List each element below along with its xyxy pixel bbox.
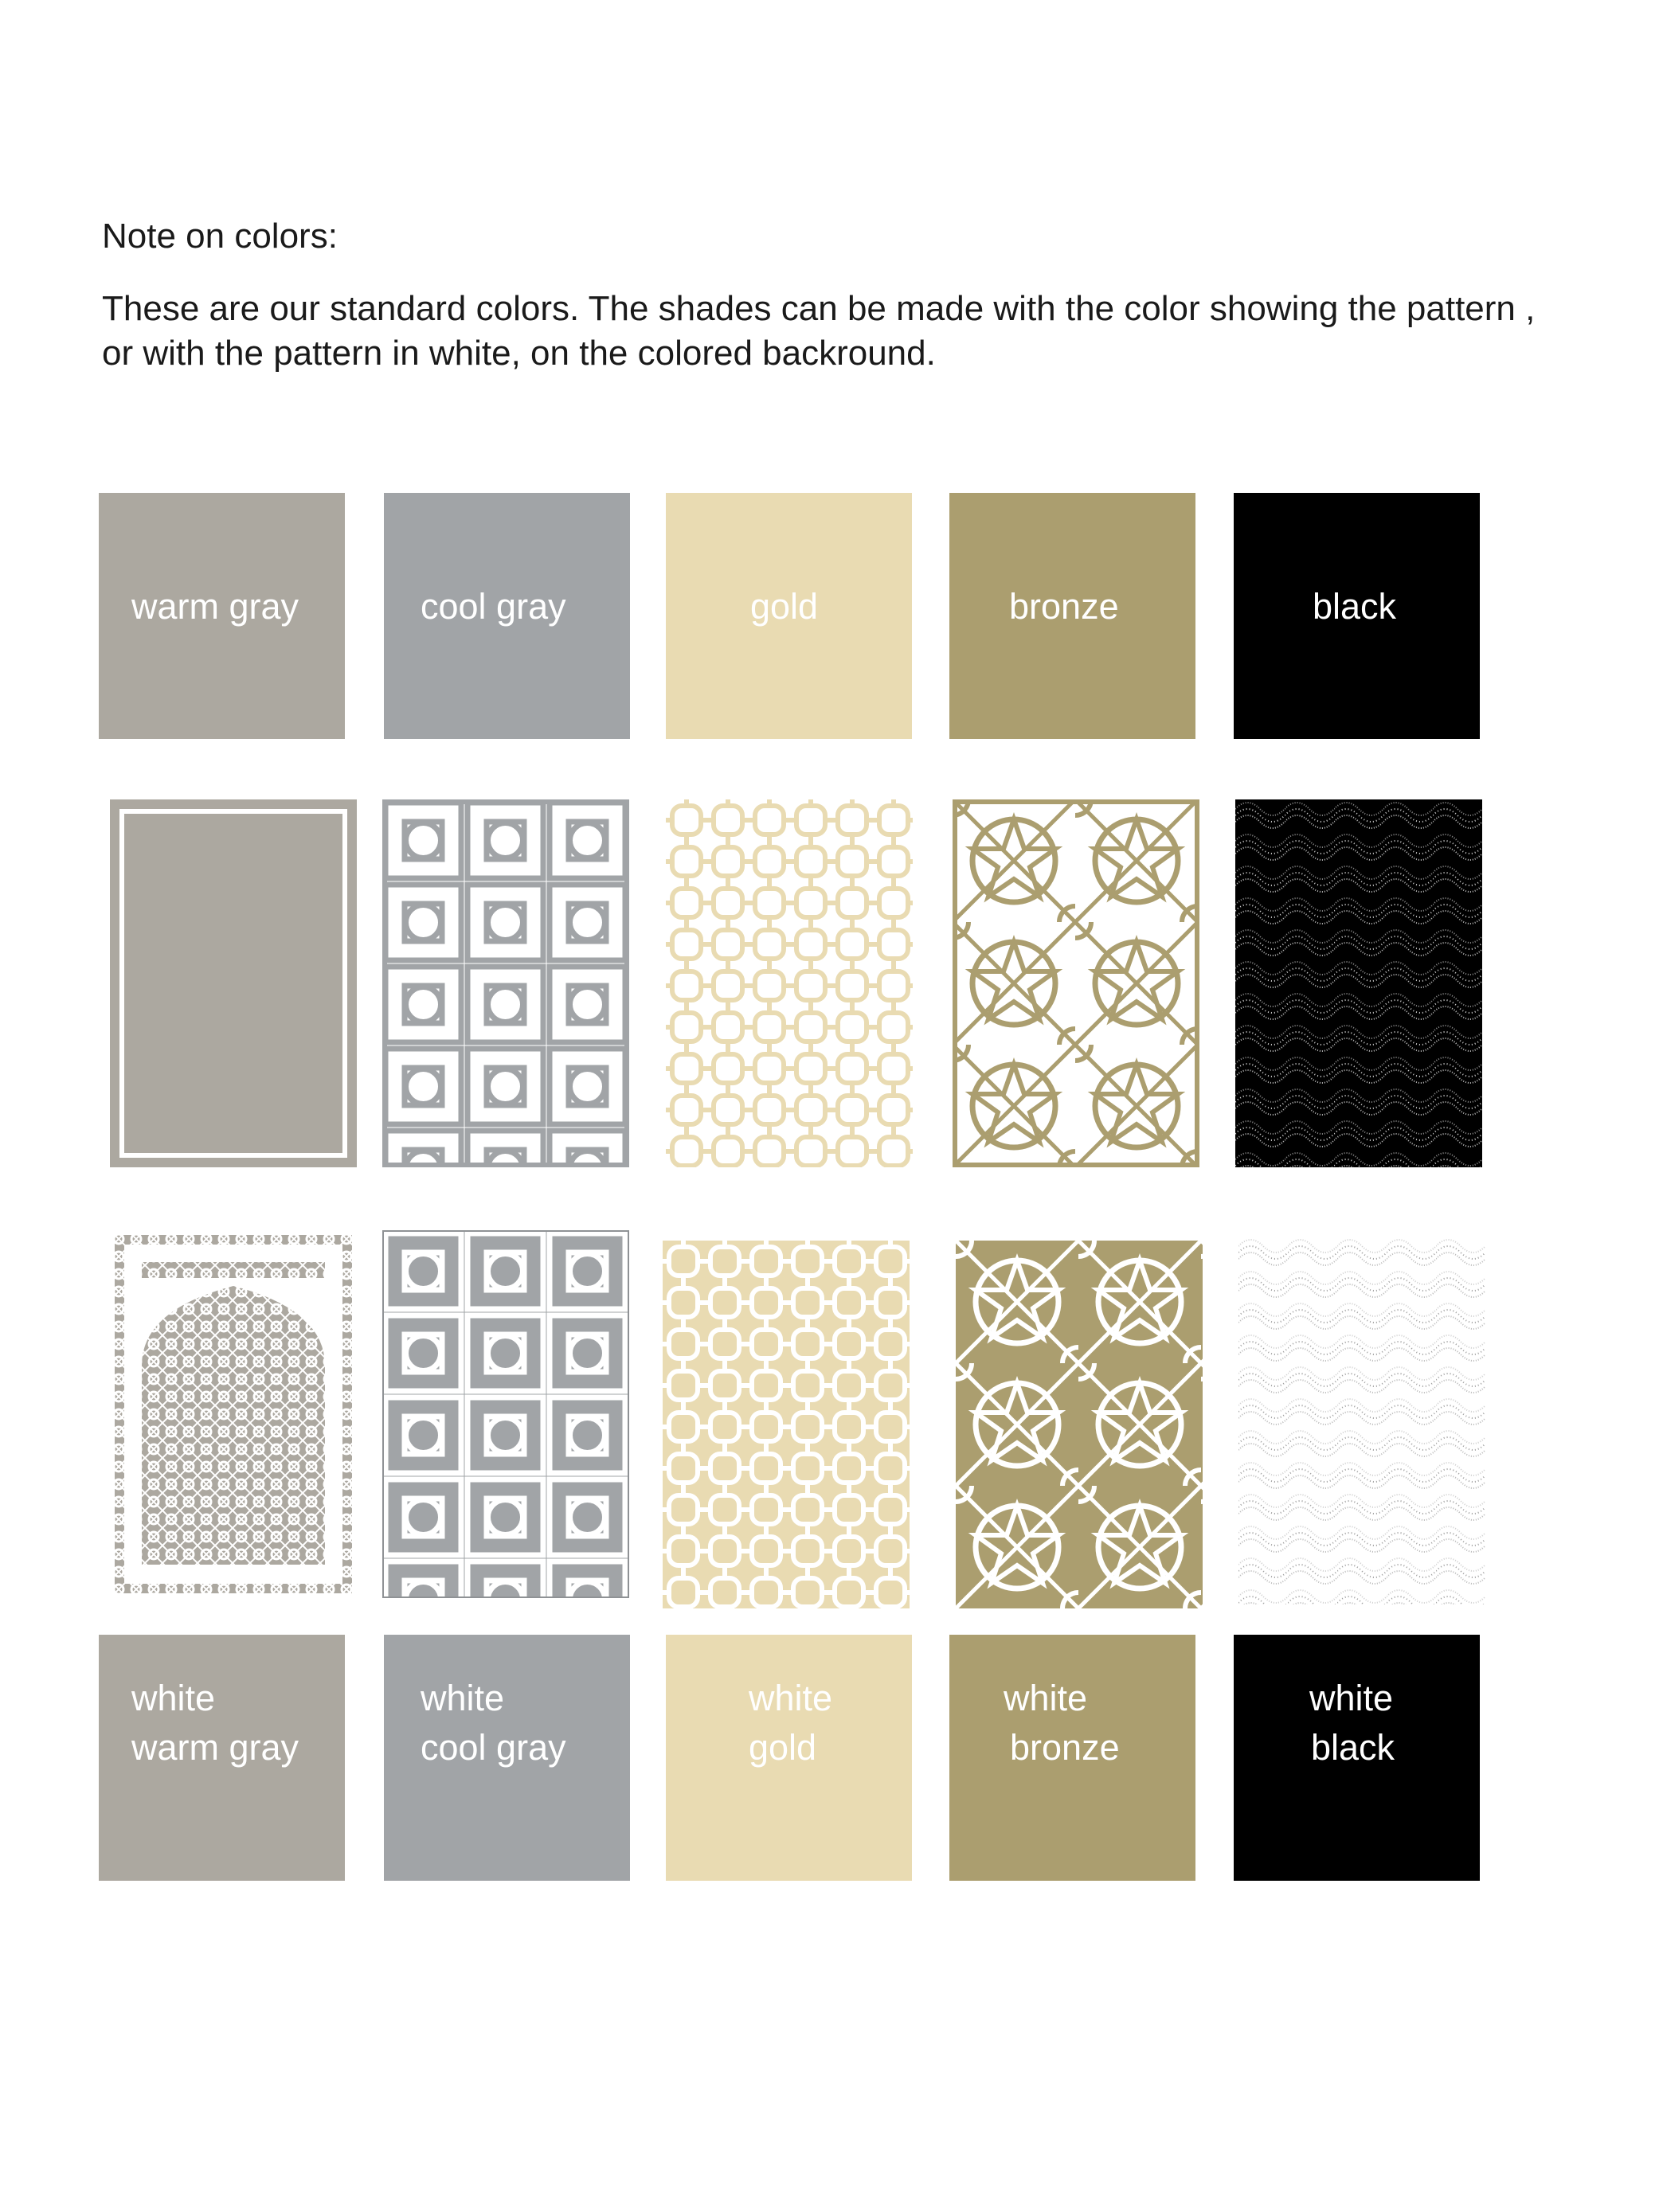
swatch-label-line2: cool gray — [421, 1727, 566, 1768]
swatch-gold — [666, 493, 912, 739]
swatch-label-line2: gold — [749, 1727, 817, 1768]
swatch-bronze — [949, 493, 1195, 739]
note-body-line: or with the pattern in white, on the colored backround. — [102, 334, 936, 373]
pattern-tile-cool-gray — [382, 799, 629, 1167]
note-body — [102, 287, 1655, 376]
swatch-warm-gray — [99, 493, 345, 739]
arch-lattice-pattern — [110, 799, 357, 1167]
swatch-label-line1: white — [1309, 1678, 1394, 1718]
square-lattice-pattern — [382, 799, 629, 1167]
swatch-label-line1: white — [1004, 1678, 1088, 1718]
swatch-label: bronze — [1009, 586, 1119, 627]
swatch-white-gold — [666, 1635, 912, 1881]
wave-lattice-pattern — [1235, 799, 1482, 1167]
note-body-line: These are our standard colors. The shades can be made with the color showing the pattern , — [102, 289, 1536, 328]
swatch-white-warm-gray — [99, 1635, 345, 1881]
swatch-label-line2: bronze — [1010, 1727, 1120, 1768]
pattern-tile-bronze — [953, 799, 1199, 1167]
swatch-label: warm gray — [131, 586, 299, 627]
note-heading: Note on colors: — [102, 217, 338, 256]
star-lattice-pattern — [956, 1241, 1203, 1608]
swatch-white-black — [1234, 1635, 1480, 1881]
swatch-cool-gray — [384, 493, 630, 739]
swatch-label: black — [1313, 586, 1397, 627]
swatch-white-cool-gray — [384, 1635, 630, 1881]
pattern-tile-gold — [666, 799, 913, 1167]
white-pattern-tile-cool-gray — [382, 1230, 629, 1598]
swatch-label: cool gray — [421, 586, 566, 627]
swatch-label-line2: black — [1311, 1727, 1395, 1768]
swatch-label-line1: white — [749, 1678, 833, 1718]
swatch-white-bronze — [949, 1635, 1195, 1881]
pattern-tile-black — [1235, 799, 1482, 1167]
white-pattern-tile-bronze — [956, 1241, 1203, 1608]
white-pattern-tile-black — [1238, 1237, 1485, 1604]
rounded-lattice-pattern — [666, 799, 913, 1167]
star-lattice-pattern — [953, 799, 1199, 1167]
swatch-label-line1: white — [131, 1678, 216, 1718]
swatch-label-line1: white — [421, 1678, 505, 1718]
white-pattern-tile-gold — [663, 1241, 910, 1608]
swatch-black — [1234, 493, 1480, 739]
wave-lattice-pattern — [1238, 1237, 1485, 1604]
swatch-label: gold — [750, 586, 819, 627]
pattern-tile-warm-gray — [110, 799, 357, 1167]
swatch-label-line2: warm gray — [131, 1727, 299, 1768]
white-pattern-tile-warm-gray — [110, 1230, 357, 1598]
rounded-lattice-pattern — [663, 1241, 910, 1608]
arch-lattice-pattern — [110, 1230, 357, 1598]
square-lattice-pattern — [382, 1230, 629, 1598]
